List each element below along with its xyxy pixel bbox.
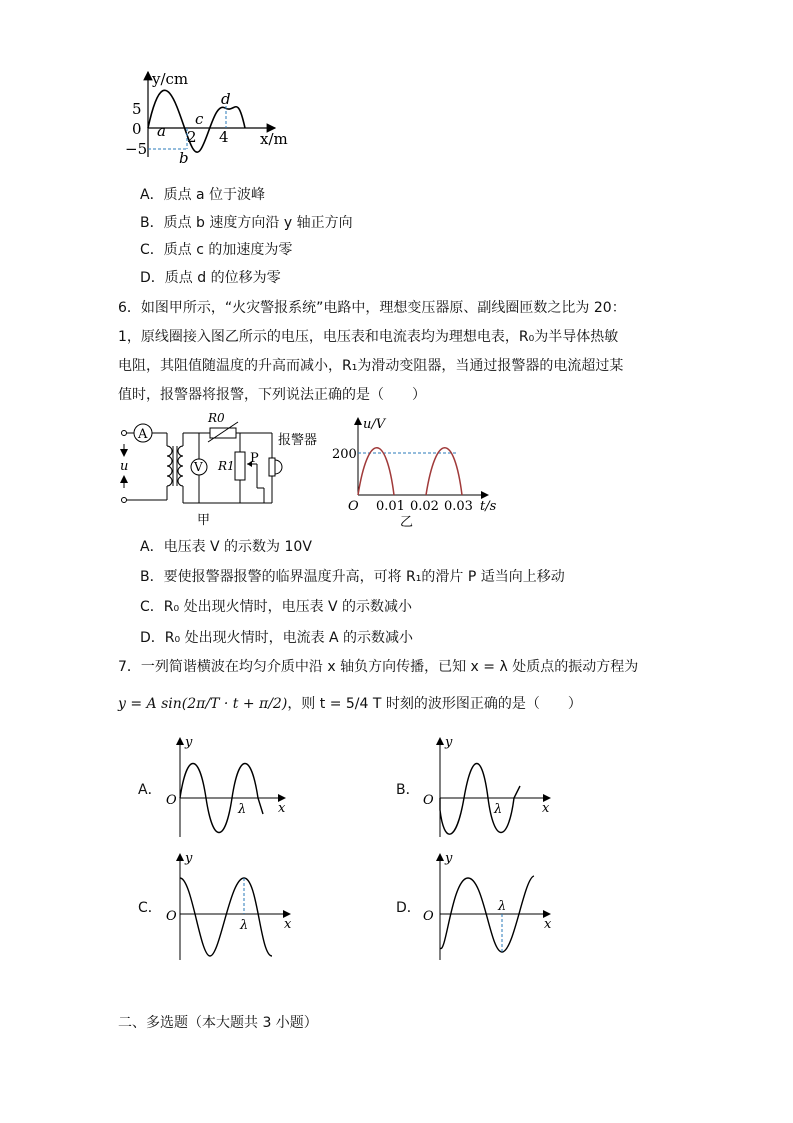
x-tick-2: 2: [187, 128, 197, 146]
svg-text:y: y: [185, 735, 193, 750]
q6-option-a: A．电压表 V 的示数为 10V: [140, 539, 312, 555]
y-tick-neg5: −5: [125, 140, 148, 158]
q7-option-b-letter: B．: [396, 782, 420, 798]
r0-resistor: [210, 428, 236, 438]
svg-text:O: O: [423, 793, 434, 808]
q5-option-b: B．质点 b 速度方向沿 y 轴正方向: [140, 215, 353, 231]
point-b: b: [179, 149, 189, 167]
wave-b: [440, 764, 520, 835]
graph-caption: 乙: [400, 515, 414, 530]
q6-option-c: C．R₀ 处出现火情时，电压表 V 的示数减小: [140, 599, 413, 615]
half-wave-1: [358, 448, 394, 495]
q6-voltage-graph: [330, 412, 510, 532]
graph-x-tick-3: 0.03: [444, 499, 473, 514]
circuit-caption: 甲: [197, 513, 211, 528]
point-d: d: [221, 90, 231, 108]
input-label: u: [120, 459, 129, 474]
q7-option-d-graph: [420, 848, 560, 963]
svg-text:λ: λ: [494, 802, 503, 817]
y-tick-5: 5: [132, 100, 142, 118]
q7-option-a-letter: A．: [138, 782, 162, 798]
graph-xlabel: t/s: [480, 499, 497, 514]
alarm-label: 报警器: [278, 433, 318, 448]
svg-text:λ: λ: [240, 918, 249, 933]
q7-option-a-graph: [160, 732, 295, 842]
svg-text:x: x: [542, 801, 550, 816]
section-heading: 二、多选题（本大题共 3 小题）: [118, 1015, 318, 1031]
q5-option-d: D．质点 d 的位移为零: [140, 270, 281, 286]
graph-x-tick-1: 0.01: [376, 499, 405, 514]
graph-x-tick-2: 0.02: [410, 499, 439, 514]
wave-c: [180, 878, 272, 956]
point-c: c: [195, 110, 204, 128]
svg-text:O: O: [423, 909, 434, 924]
q7-option-d-letter: D．: [396, 900, 421, 916]
svg-text:y: y: [445, 735, 453, 750]
q7-line1: 7．一列简谐横波在均匀介质中沿 x 轴负方向传播，已知 x = λ 处质点的振动方程为: [118, 659, 639, 675]
svg-text:O: O: [166, 793, 177, 808]
svg-text:λ: λ: [238, 802, 247, 817]
q6-option-b: B．要使报警器报警的临界温度升高，可将 R₁的滑片 P 适当向上移动: [140, 569, 565, 585]
y-tick-0: 0: [132, 120, 142, 138]
svg-text:x: x: [544, 917, 552, 932]
r1-resistor: [235, 452, 245, 480]
svg-text:y: y: [445, 851, 453, 866]
svg-text:λ: λ: [498, 899, 507, 914]
half-wave-2: [426, 448, 462, 495]
x-tick-4: 4: [219, 128, 229, 146]
graph-ylabel: u/V: [363, 417, 386, 432]
svg-text:y: y: [185, 851, 193, 866]
voltmeter-label: V: [194, 460, 203, 474]
q7-equation: y = A sin(2π/T · t + π/2): [118, 696, 288, 712]
svg-text:x: x: [278, 801, 286, 816]
x-label: x/m: [260, 130, 288, 148]
r1-label: R1: [218, 459, 235, 473]
q6-stem: 6．如图甲所示，“火灾警报系统”电路中，理想变压器原、副线圈匝数之比为 20： 1，原线圈接入图乙所示的电压，电压表和电流表均为理想电表，R₀为半导体热敏 电阻，其阻值随温度的升高而减小，R₁为滑动变阻器，当通过报警器的电流超过某 值时，报警器将报警，下列说法正确的是（ ）: [118, 300, 626, 403]
graph-y-tick: 200: [332, 447, 357, 462]
q7-number: 7．: [118, 659, 141, 675]
q6-number: 6．: [118, 300, 141, 316]
ammeter-label: A: [138, 427, 148, 442]
alarm: [269, 458, 275, 476]
y-label: y/cm: [152, 70, 189, 88]
q6-option-d: D．R₀ 处出现火情时，电流表 A 的示数减小: [140, 630, 414, 646]
graph-origin: O: [348, 499, 359, 514]
svg-text:O: O: [166, 909, 177, 924]
q5-option-a: A．质点 a 位于波峰: [140, 187, 266, 203]
q7-option-c-graph: [160, 848, 300, 963]
q5-option-c: C．质点 c 的加速度为零: [140, 242, 293, 258]
q7-option-b-graph: [420, 732, 555, 842]
q7-line2: y = A sin(2π/T · t + π/2)，则 t = 5/4 T 时刻的波形图正确的是（ ）: [118, 696, 582, 712]
q5-wave-figure: [115, 62, 295, 172]
point-a: a: [157, 122, 166, 140]
svg-text:x: x: [284, 917, 292, 932]
slider-label: P: [250, 451, 259, 466]
q7-option-c-letter: C．: [138, 900, 162, 916]
q6-circuit-diagram: [112, 408, 318, 530]
r0-label: R0: [208, 411, 225, 425]
